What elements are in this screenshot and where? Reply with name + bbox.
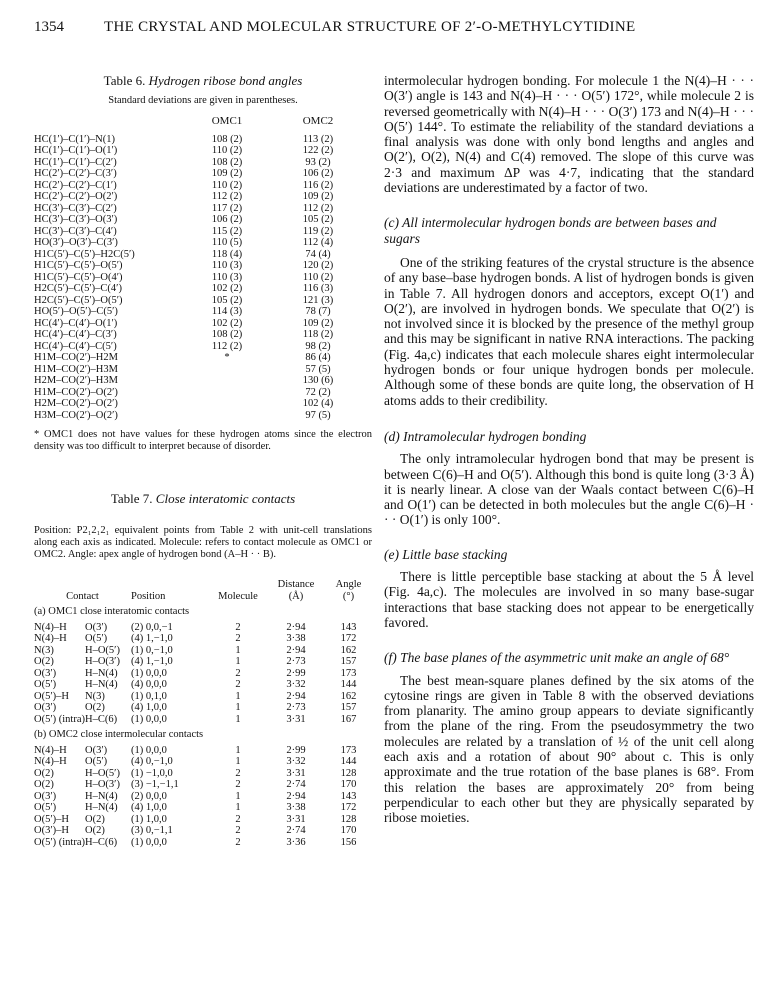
- table6-title: Hydrogen ribose bond angles: [148, 73, 303, 88]
- right-column: [384, 73, 754, 825]
- table6-omc2-value: 110 (2): [302, 271, 334, 283]
- contact-atom-b: H–O(5′): [84, 767, 120, 779]
- section-e-heading: (e) Little base stacking: [384, 546, 508, 562]
- table6-omc1-value: 110 (2): [211, 179, 243, 191]
- contact-molecule: 1: [235, 790, 241, 802]
- table7-section-a: (a) OMC1 close interatomic contacts: [34, 606, 190, 617]
- table7-row: [34, 714, 372, 726]
- contact-angle: 143: [340, 621, 357, 633]
- table6-omc2-value: 112 (2): [302, 202, 334, 214]
- table7-row: [34, 837, 372, 849]
- contact-distance: 3·31: [286, 767, 306, 779]
- table6-bond: HC(2′)–C(2′)–C(1′): [34, 179, 117, 191]
- table6-header-row: [34, 116, 364, 134]
- contact-molecule: 2: [235, 633, 241, 644]
- contact-angle: 162: [340, 644, 357, 656]
- table6-bond: H1M–CO(2′)–O(2′): [34, 386, 118, 398]
- table6-bond: HC(4′)–C(4′)–C(5′): [34, 340, 117, 352]
- contact-position: (4) 1,−1,0: [130, 656, 173, 667]
- contact-distance: 3·38: [286, 633, 306, 644]
- contact-position: (4) 1,−1,0: [130, 633, 173, 644]
- page-header: [34, 19, 754, 43]
- section-d-paragraph: The only intramolecular hydrogen bond that may be present is between C(6)–H and O(5′). Although this bond is quite long (3·3 Å) it is nearly linear. A close van der Waals contact between C(6)–H and O(1′) can be detected in both molecules but the angle C(6)–H · · · O(1′) is only 100°.: [384, 451, 754, 528]
- contact-position: (2) 0,0,0: [130, 790, 167, 802]
- left-column: [34, 73, 372, 848]
- contact-atom-a: O(5′) (intra): [34, 713, 85, 725]
- table6-omc2-value: 86 (4): [305, 352, 331, 363]
- table6-omc1-value: 106 (2): [211, 214, 243, 225]
- table7-note: Position: P2₁2₁2₁ equivalent points from Table 2 with unit-cell translations along each axis as indicated. Molecule: refers to contact molecule as OMC1 or OMC2. Angle: apex angle of hydrogen bond (A–H · · B).: [34, 525, 372, 560]
- table6-omc1-value: 110 (5): [211, 237, 243, 248]
- table6-bond: HC(2′)–C(2′)–O(2′): [34, 191, 118, 202]
- contact-atom-a: O(3′): [34, 702, 57, 713]
- table6-note: Standard deviations are given in parentheses.: [108, 95, 298, 106]
- table7-col-molecule: Molecule: [218, 590, 258, 602]
- table6-bond: H2C(5′)–C(5′)–C(4′): [34, 283, 122, 294]
- contact-angle: 173: [340, 667, 357, 679]
- table6-bond: H2C(5′)–C(5′)–O(5′): [34, 294, 123, 306]
- table6-row: [34, 387, 364, 399]
- table6-row: [34, 364, 364, 376]
- table7-col-contact: Contact: [66, 590, 99, 602]
- contact-atom-a: N(4)–H: [34, 756, 67, 767]
- contact-angle: 156: [340, 836, 357, 848]
- table7-header-row: [34, 579, 372, 591]
- section-c-heading: (c) All intermolecular hydrogen bonds are between bases and sugars: [384, 215, 717, 246]
- contact-molecule: 2: [235, 667, 241, 679]
- contact-atom-b: O(2): [84, 813, 105, 825]
- contact-distance: 3·32: [286, 679, 306, 690]
- contact-molecule: 2: [235, 825, 241, 836]
- contact-angle: 144: [340, 756, 357, 767]
- contact-position: (1) 0,1,0: [130, 690, 167, 702]
- contact-angle: 167: [340, 713, 357, 725]
- contact-angle: 157: [340, 702, 357, 713]
- contact-angle: 172: [340, 633, 357, 644]
- contact-molecule: 1: [235, 744, 241, 756]
- table7-col-distance: Distance: [277, 579, 315, 590]
- contact-position: (1) 0,−1,0: [130, 644, 173, 656]
- contact-atom-a: O(3′): [34, 667, 57, 679]
- contact-distance: 2·74: [286, 779, 306, 790]
- contact-distance: 3·32: [286, 756, 306, 767]
- contact-molecule: 2: [235, 779, 241, 790]
- table6-omc1-value: 102 (2): [211, 317, 243, 329]
- contact-position: (3) −1,−1,1: [130, 779, 179, 790]
- contact-position: (2) 0,0,−1: [130, 621, 173, 633]
- contact-atom-a: O(5′)–H: [34, 813, 69, 825]
- contact-atom-a: O(3′)–H: [34, 825, 69, 836]
- table6-bond: HC(4′)–C(4′)–O(1′): [34, 317, 118, 329]
- table6-omc2-value: 102 (4): [302, 398, 334, 409]
- table6-omc1-value: 109 (2): [211, 168, 243, 179]
- table6-row: [34, 272, 364, 284]
- contact-atom-b: O(5′): [84, 756, 108, 767]
- table6-label: Table 6.: [103, 73, 146, 88]
- table6-omc1-value: 115 (2): [211, 225, 243, 237]
- contact-atom-a: O(5′): [34, 802, 57, 813]
- table6-row: [34, 260, 364, 272]
- contact-molecule: 1: [235, 702, 241, 713]
- table6-omc1-value: 118 (4): [211, 248, 243, 260]
- contact-distance: 2·73: [286, 656, 306, 667]
- contact-atom-a: O(5′) (intra): [34, 836, 85, 848]
- table7-title: Close interatomic contacts: [155, 491, 296, 506]
- contact-atom-b: H–C(6): [84, 713, 118, 725]
- contact-position: (4) 1,0,0: [130, 702, 167, 713]
- table6-omc1-value: [182, 364, 272, 376]
- contact-angle: 172: [340, 802, 357, 813]
- table7-row: [34, 768, 372, 780]
- table6-omc2-value: 112 (4): [302, 237, 334, 248]
- table6-omc2-value: 120 (2): [302, 260, 334, 271]
- table6-omc1-value: 112 (2): [211, 191, 243, 202]
- table7-row: [34, 802, 372, 814]
- contact-atom-a: O(2): [34, 656, 54, 667]
- table6-bond: HC(4′)–C(4′)–C(3′): [34, 329, 117, 340]
- table6-row: [34, 203, 364, 215]
- table6-row: [34, 398, 364, 410]
- section-f-paragraph: The best mean-square planes defined by the six atoms of the cytosine rings are given in Table 8 with the observed deviations from planarity. The amino group appears to deviate significantly from the plane of the ring. From the pseudosymmetry the two molecules are related by a translation of ½ of the unit cell along each axis and a rotation of about 90° about c. This is only approximate and the true rotation of the base planes is 68°. From this relation the bases are approximately 20° from being perpendicular to each other but they are physically separated by ribose moieties.: [384, 672, 754, 826]
- table6-footnote: * OMC1 does not have values for these hydrogen atoms since the electron density was too difficult to interpret because of disorder.: [34, 429, 372, 452]
- contact-atom-b: O(3′): [84, 744, 108, 756]
- section-d-heading: (d) Intramolecular hydrogen bonding: [384, 428, 587, 444]
- contact-angle: 157: [340, 656, 357, 667]
- table7-section-b-row: [34, 725, 372, 745]
- paragraph-continued: intermolecular hydrogen bonding. For molecule 1 the N(4)–H · · · O(3′) angle is 143 and N(4)–H · · · O(5′) 172°, while molecule 2 is reversed geometrically with N(4)–H · · · O(3′) 173 and N(4)–H · · · O(5′) 144°. To estimate the reliability of the standard deviations a final analysis was done with only bond lengths and angles and O(2′), O(2), N(4) and C(4) removed. The slope of this curve was 2·3 and maximum ΔP was 4·7, indicating that the standard deviations are underestimated by a factor of two.: [384, 73, 754, 196]
- contact-position: (4) 0,0,0: [130, 679, 167, 690]
- table7-row: [34, 825, 372, 837]
- contact-angle: 170: [340, 779, 357, 790]
- table7-row: [34, 791, 372, 803]
- contact-atom-a: N(4)–H: [34, 633, 67, 644]
- table6-omc2-value: 74 (4): [305, 248, 331, 260]
- contact-atom-b: O(2): [84, 702, 105, 713]
- table6: [34, 116, 364, 421]
- contact-atom-a: O(3′): [34, 790, 57, 802]
- table6-bond: HC(3′)–C(3′)–C(2′): [34, 202, 117, 214]
- contact-distance: 2·74: [286, 825, 306, 836]
- table6-bond: HC(1′)–C(1′)–O(1′): [34, 145, 118, 156]
- table6-omc2-value: 98 (2): [305, 340, 331, 352]
- contact-position: (1) 0,0,0: [130, 667, 167, 679]
- table6-row: [34, 410, 364, 422]
- table6-bond: HC(1′)–C(1′)–N(1): [34, 133, 115, 145]
- contact-atom-b: O(3′): [84, 621, 108, 633]
- table6-row: [34, 375, 364, 387]
- contact-molecule: 2: [235, 836, 241, 848]
- contact-atom-b: O(5′): [84, 633, 108, 644]
- contact-position: (3) 0,−1,1: [130, 825, 173, 836]
- table7-row: [34, 779, 372, 791]
- contact-atom-b: H–N(4): [84, 667, 118, 679]
- contact-position: (1) 0,0,0: [130, 744, 167, 756]
- table7-row: [34, 679, 372, 691]
- contact-molecule: 2: [235, 679, 241, 690]
- table6-omc1-value: [182, 375, 272, 387]
- table6-omc1-value: 117 (2): [211, 202, 243, 214]
- contact-angle: 128: [340, 767, 357, 779]
- contact-atom-b: H–N(4): [84, 790, 118, 802]
- contact-distance: 2·73: [286, 702, 306, 713]
- table7-row: [34, 814, 372, 826]
- section-c-paragraph: One of the striking features of the crystal structure is the absence of any base–base hydrogen bonds. A list of hydrogen bonds is given in Table 7. All hydrogen donors and acceptors, except O(1′) and O(2′), are involved in hydrogen bonds. We speculate that O(2′) is not involved since it is blocked by the presence of the methyl group and this may be significant in native RNA interactions. The packing (Fig. 4a,c) indicates that each molecule shares eight intermolecular hydrogen bonds or four unique hydrogen bonds per molecule. Although some of these bonds are quite long, the observation of H atoms adds to their credibility.: [384, 254, 754, 408]
- contact-molecule: 2: [235, 767, 241, 779]
- table6-omc1-value: *: [224, 352, 230, 363]
- table7-row: [34, 633, 372, 645]
- table6-bond: H3M–CO(2′)–O(2′): [34, 409, 118, 421]
- table6-omc1-value: [182, 398, 272, 410]
- contact-distance: 2·99: [286, 744, 306, 756]
- table6-omc2-value: 113 (2): [302, 133, 334, 145]
- table6-omc2-value: 78 (7): [305, 306, 331, 317]
- table6-omc2-value: 119 (2): [302, 225, 334, 237]
- contact-position: (1) 1,0,0: [130, 813, 167, 825]
- table6-row: [34, 226, 364, 238]
- contact-molecule: 1: [235, 656, 241, 667]
- contact-molecule: 1: [235, 756, 241, 767]
- contact-distance: 3·38: [286, 802, 306, 813]
- page-number: 1354: [34, 19, 64, 35]
- table6-omc1-value: [182, 387, 272, 399]
- contact-angle: 143: [340, 790, 357, 802]
- table7-row: [34, 745, 372, 757]
- table7-label: Table 7.: [110, 491, 153, 506]
- table6-row: [34, 318, 364, 330]
- contact-atom-a: N(4)–H: [34, 744, 67, 756]
- table6-bond: H1C(5′)–C(5′)–O(4′): [34, 271, 123, 283]
- table6-row: [34, 352, 364, 364]
- contact-atom-a: O(5′): [34, 679, 57, 690]
- table6-omc2-value: 118 (2): [302, 329, 334, 340]
- table6-omc2-value: 109 (2): [302, 317, 334, 329]
- contact-atom-b: N(3): [84, 690, 105, 702]
- table6-row: [34, 134, 364, 146]
- table6-omc1-value: 108 (2): [211, 329, 243, 340]
- contact-distance: 2·94: [286, 690, 306, 702]
- table6-col-omc2: OMC2: [302, 115, 334, 127]
- table6-bond: HO(5′)–O(5′)–C(5′): [34, 306, 118, 317]
- table6-omc2-value: 122 (2): [302, 145, 334, 156]
- contact-atom-a: O(2): [34, 767, 54, 779]
- contact-distance: 2·99: [286, 667, 306, 679]
- table6-bond: HC(3′)–C(3′)–C(4′): [34, 225, 117, 237]
- table6-col-omc1: OMC1: [211, 115, 243, 127]
- contact-molecule: 1: [235, 802, 241, 813]
- contact-molecule: 2: [235, 621, 241, 633]
- table6-row: [34, 283, 364, 295]
- contact-angle: 170: [340, 825, 357, 836]
- table6-omc2-value: 106 (2): [302, 168, 334, 179]
- running-title: THE CRYSTAL AND MOLECULAR STRUCTURE OF 2′-O-METHYLCYTIDINE: [104, 19, 636, 35]
- table6-omc2-value: 97 (5): [305, 409, 331, 421]
- contact-distance: 2·94: [286, 644, 306, 656]
- table7-row: [34, 702, 372, 714]
- contact-atom-a: O(2): [34, 779, 54, 790]
- table6-omc2-value: 72 (2): [305, 386, 331, 398]
- table6-row: [34, 237, 364, 249]
- table6-row: [34, 295, 364, 307]
- table7-caption: [34, 491, 372, 507]
- contact-molecule: 1: [235, 644, 241, 656]
- table7-row: [34, 668, 372, 680]
- table6-bond: HC(3′)–C(3′)–O(3′): [34, 214, 118, 225]
- table6-omc1-value: [182, 410, 272, 422]
- section-e-paragraph: There is little perceptible base stacking at about the 5 Å level (Fig. 4a,c). The molecules are involved in so many base-sugar interactions that base stacking does not appear to be energetically favored.: [384, 569, 754, 630]
- contact-atom-b: O(2): [84, 825, 105, 836]
- table7-col-position: Position: [130, 590, 166, 602]
- table7-col-distance-unit: (Å): [288, 590, 304, 602]
- contact-molecule: 2: [235, 813, 241, 825]
- table6-row: [34, 180, 364, 192]
- table7-section-a-row: [34, 602, 372, 622]
- table6-bond: HC(1′)–C(1′)–C(2′): [34, 156, 117, 168]
- table7-row: [34, 622, 372, 634]
- table6-omc1-value: 110 (2): [211, 145, 243, 156]
- contact-atom-b: H–N(4): [84, 679, 118, 690]
- contact-atom-b: H–O(3′): [84, 656, 120, 667]
- table6-bond: H1M–CO(2′)–H2M: [34, 352, 118, 363]
- table6-omc2-value: 116 (2): [302, 179, 334, 191]
- contact-position: (1) 0,0,0: [130, 836, 167, 848]
- table6-bond: HC(2′)–C(2′)–C(3′): [34, 168, 117, 179]
- table6-row: [34, 249, 364, 261]
- contact-distance: 3·31: [286, 713, 306, 725]
- table7-row: [34, 645, 372, 657]
- contact-molecule: 1: [235, 713, 241, 725]
- table6-omc1-value: 105 (2): [211, 294, 243, 306]
- table6-row: [34, 341, 364, 353]
- table6-row: [34, 214, 364, 226]
- contact-distance: 2·94: [286, 790, 306, 802]
- table6-bond: HO(3′)–O(3′)–C(3′): [34, 237, 118, 248]
- table6-omc1-value: 114 (3): [211, 306, 243, 317]
- table6-omc2-value: 93 (2): [305, 156, 331, 168]
- table6-bond: H2M–CO(2′)–O(2′): [34, 398, 118, 409]
- table6-row: [34, 168, 364, 180]
- table6-omc1-value: 112 (2): [211, 340, 243, 352]
- contact-position: (1) −1,0,0: [130, 767, 173, 779]
- table6-row: [34, 191, 364, 203]
- contact-atom-b: H–N(4): [84, 802, 118, 813]
- contact-atom-a: N(4)–H: [34, 621, 67, 633]
- table6-omc2-value: 57 (5): [305, 363, 331, 375]
- table6-bond: H2M–CO(2′)–H3M: [34, 375, 118, 386]
- table6-row: [34, 306, 364, 318]
- table7-row: [34, 756, 372, 768]
- table7-section-b: (b) OMC2 close intermolecular contacts: [34, 729, 204, 740]
- table7-col-angle-unit: (°): [342, 590, 355, 602]
- table6-caption: [34, 73, 372, 89]
- table7-header-row-2: [34, 591, 372, 603]
- contact-molecule: 1: [235, 690, 241, 702]
- table6-omc1-value: 108 (2): [211, 133, 243, 145]
- contact-angle: 173: [340, 744, 357, 756]
- contact-atom-b: H–O(3′): [84, 779, 120, 790]
- table7-row: [34, 656, 372, 668]
- table7-col-angle: Angle: [335, 579, 362, 590]
- contact-atom-a: O(5′)–H: [34, 690, 69, 702]
- table6-omc2-value: 116 (3): [302, 283, 334, 294]
- table6-omc1-value: 108 (2): [211, 156, 243, 168]
- table7-row: [34, 691, 372, 703]
- table7: [34, 579, 372, 848]
- table6-omc1-value: 102 (2): [211, 283, 243, 294]
- contact-angle: 144: [340, 679, 357, 690]
- table6-bond: H1M–CO(2′)–H3M: [34, 363, 118, 375]
- contact-angle: 162: [340, 690, 357, 702]
- contact-position: (4) 1,0,0: [130, 802, 167, 813]
- contact-atom-a: N(3): [34, 644, 54, 656]
- contact-position: (1) 0,0,0: [130, 713, 167, 725]
- table6-omc2-value: 109 (2): [302, 191, 334, 202]
- table6-row: [34, 157, 364, 169]
- table6-omc1-value: 110 (3): [211, 271, 243, 283]
- table6-bond: H1C(5′)–C(5′)–H2C(5′): [34, 248, 135, 260]
- table6-row: [34, 329, 364, 341]
- table6-bond: H1C(5′)–C(5′)–O(5′): [34, 260, 123, 271]
- contact-atom-b: H–O(5′): [84, 644, 120, 656]
- contact-distance: 2·94: [286, 621, 306, 633]
- table6-row: [34, 145, 364, 157]
- contact-distance: 3·31: [286, 813, 306, 825]
- contact-position: (4) 0,−1,0: [130, 756, 173, 767]
- table6-omc1-value: 110 (3): [211, 260, 243, 271]
- table6-omc2-value: 121 (3): [302, 294, 334, 306]
- table6-omc2-value: 105 (2): [302, 214, 334, 225]
- contact-atom-b: H–C(6): [84, 836, 118, 848]
- contact-angle: 128: [340, 813, 357, 825]
- section-f-heading: (f) The base planes of the asymmetric unit make an angle of 68°: [384, 650, 730, 666]
- contact-distance: 3·36: [286, 836, 306, 848]
- table6-omc2-value: 130 (6): [302, 375, 334, 386]
